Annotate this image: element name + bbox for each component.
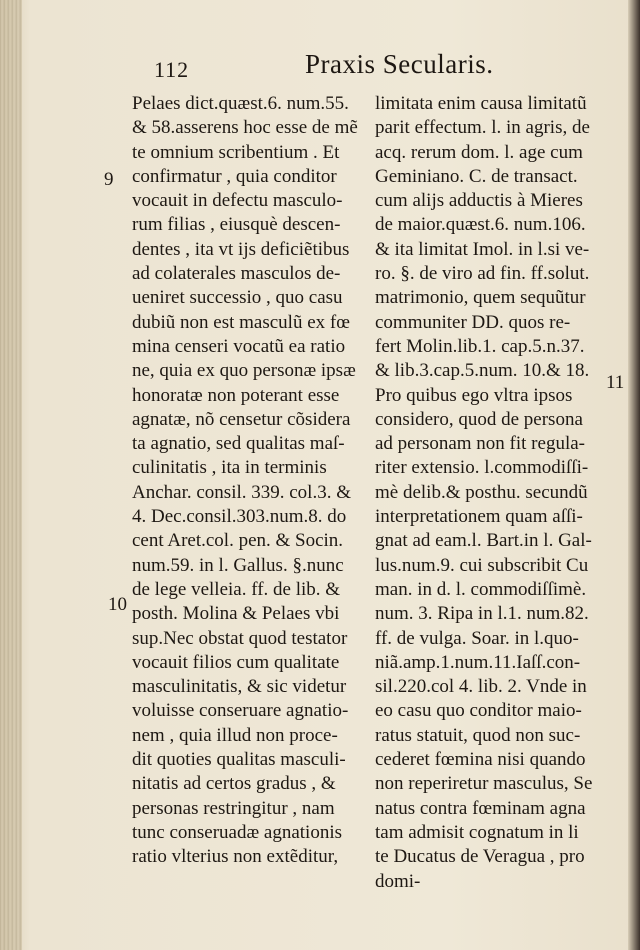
text-line: communiter DD. quos re- — [375, 311, 571, 333]
text-line: vocauit in defectu masculo- — [132, 190, 343, 212]
text-line: matrimonio, quem sequũtur — [375, 287, 586, 309]
text-line: interpretationem quam aſſi- — [375, 506, 583, 528]
text-line: honoratæ non poterant esse — [132, 384, 340, 406]
text-line: parit effectum. l. in agris, de — [375, 117, 590, 139]
text-line: & ita limitat Imol. in l.si ve- — [375, 238, 590, 260]
text-line: ratio vlterius non extẽditur, — [132, 846, 339, 868]
text-line: man. in d. l. commodiſſimè. — [375, 578, 587, 600]
text-line: natus contra fœminam agna — [375, 797, 586, 819]
text-line: num. 3. Ripa in l.1. num.82. — [375, 603, 589, 625]
text-line: ff. de vulga. Soar. in l.quo- — [375, 627, 579, 649]
page-number: 112 — [154, 57, 190, 82]
text-line: ne, quia ex quo personæ ipsæ — [132, 360, 356, 382]
text-line: considero, quod de persona — [375, 408, 583, 430]
text-line: ro. §. de viro ad fin. ff.solut. — [375, 263, 590, 285]
text-line: num.59. in l. Gallus. §.nunc — [132, 554, 344, 576]
text-line: cederet fœmina nisi quando — [375, 749, 586, 771]
text-line: Anchar. consil. 339. col.3. & — [132, 481, 351, 503]
text-line: de lege velleia. ff. de lib. & — [132, 578, 341, 600]
text-line: ad colaterales masculos de- — [132, 263, 341, 285]
text-line: riter extensio. l.commodiſſi- — [375, 457, 589, 479]
left-text-column — [132, 92, 362, 870]
text-line: ueniret successio , quo casu — [132, 287, 343, 309]
text-line: cum alijs adductis à Mieres — [375, 190, 583, 212]
margin-note-10: 10 — [108, 594, 127, 615]
text-line: culinitatis , ita in terminis — [132, 457, 327, 479]
text-line: rum filias , eiusquè descen- — [132, 214, 341, 236]
text-line: masculinitatis, & sic videtur — [132, 676, 347, 698]
text-line: voluisse conseruare agnatio- — [132, 700, 349, 722]
text-line: mina censeri vocatũ ea ratio — [132, 335, 346, 357]
text-line: sil.220.col 4. lib. 2. Vnde in — [375, 676, 587, 698]
text-line: & lib.3.cap.5.num. 10.& 18. — [375, 360, 590, 382]
text-line: eo casu quo conditor maio- — [375, 700, 582, 722]
text-line: gnat ad eam.l. Bart.in l. Gal- — [375, 530, 592, 552]
text-line: 4. Dec.consil.303.num.8. do — [132, 506, 347, 528]
text-line: ratus statuit, quod non suc- — [375, 724, 581, 746]
text-line: non reperiretur masculus, Se — [375, 773, 593, 795]
right-text-column — [375, 92, 627, 894]
text-line: vocauit filios cum qualitate — [132, 651, 340, 673]
margin-note-11: 11 — [606, 372, 625, 393]
text-line: cent Aret.col. pen. & Socin. — [132, 530, 344, 552]
text-line: Pro quibus ego vltra ipsos — [375, 384, 573, 406]
text-line: niã.amp.1.num.11.Iaſſ.con- — [375, 651, 581, 673]
text-line: lus.num.9. cui subscribit Cu — [375, 554, 589, 576]
margin-note-9: 9 — [104, 169, 114, 190]
text-line: tunc conseruadæ agnationis — [132, 821, 343, 843]
text-line: te Ducatus de Veragua , pro — [375, 846, 585, 868]
text-line: personas restringitur , nam — [132, 797, 335, 819]
text-line: sup.Nec obstat quod testator — [132, 627, 348, 649]
text-line: ad personam non fit regula- — [375, 433, 585, 455]
text-line: agnatæ, nõ censetur cõsidera — [132, 408, 351, 430]
text-line: de maior.quæst.6. num.106. — [375, 214, 586, 236]
text-line: te omnium scribentium . Et — [132, 141, 340, 163]
text-line: dit quoties qualitas masculi- — [132, 749, 346, 771]
text-line: Pelaes dict.quæst.6. num.55. — [132, 93, 349, 114]
text-line: ta agnatio, sed qualitas maſ- — [132, 433, 345, 455]
text-line: & 58.asserens hoc esse de mẽ — [132, 117, 358, 139]
running-title: Praxis Secularis. — [305, 49, 494, 79]
text-line: Geminiano. C. de transact. — [375, 165, 578, 187]
text-line: dubiũ non est masculũ ex fœ — [132, 311, 350, 333]
text-line: limitata enim causa limitatũ — [375, 93, 587, 114]
text-line: dentes , ita vt ijs deficiẽtibus — [132, 238, 350, 260]
text-line: fert Molin.lib.1. cap.5.n.37. — [375, 335, 585, 357]
page-header — [140, 47, 590, 81]
text-line: nitatis ad certos gradus , & — [132, 773, 336, 795]
text-line: mè delib.& posthu. secundũ — [375, 481, 588, 503]
page-edge — [628, 0, 640, 950]
text-line: confirmatur , quia conditor — [132, 165, 337, 187]
text-line: acq. rerum dom. l. age cum — [375, 141, 583, 163]
page-binding — [0, 0, 22, 950]
text-line: domi- — [375, 870, 421, 892]
text-line: tam admisit cognatum in li — [375, 821, 579, 843]
text-line: nem , quia illud non proce- — [132, 724, 338, 746]
text-line: posth. Molina & Pelaes vbi — [132, 603, 340, 625]
